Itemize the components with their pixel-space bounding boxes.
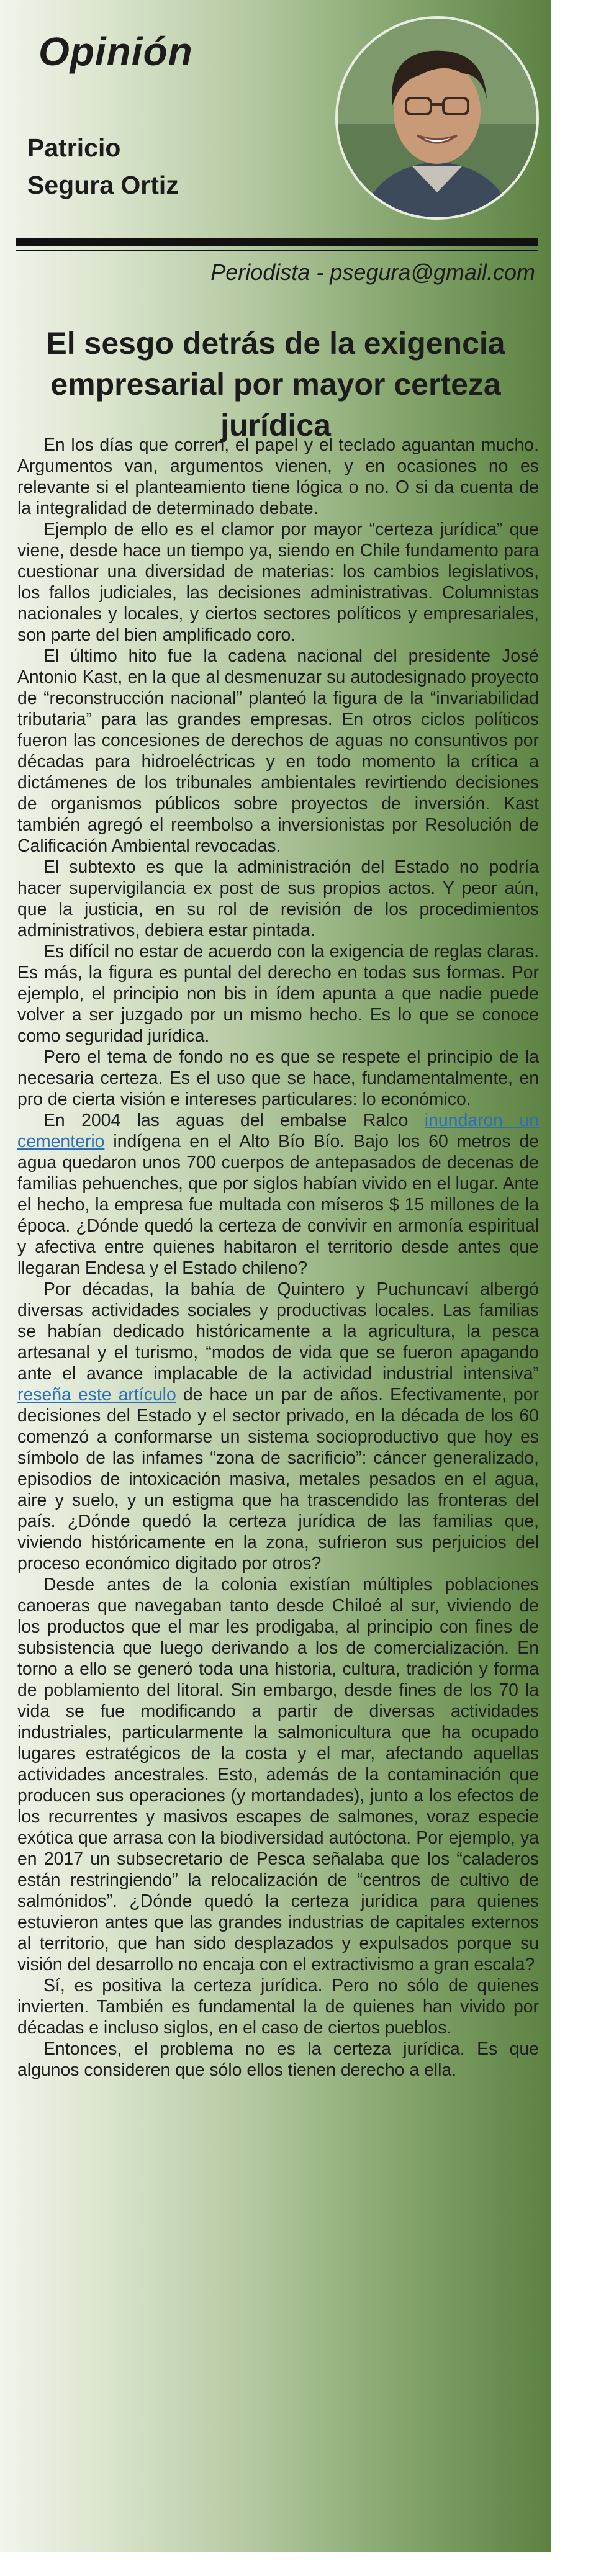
headline-line-2: empresarial por mayor certeza jurídica [50,367,501,443]
author-photo [335,16,539,220]
author-portrait-image [338,19,536,217]
header-divider-thin [16,250,538,251]
paragraph-6: Pero el tema de fondo no es que se respete el principio de la necesaria certeza. Es el uso que se hace, fundamentalmente, en pro de cierta visión e intereses particulares: lo económico. [17,1047,539,1109]
paragraph-7 [17,1110,539,1279]
headline-line-1: El sesgo detrás de la exigencia [46,326,505,361]
header-divider-thick [16,238,538,246]
author-last-name: Segura Ortiz [27,171,179,199]
paragraph-9: Desde antes de la colonia existían múltiples poblaciones canoeras que navegaban tanto desde Chiloé al sur, viviendo de los productos que el mar les prodigaba, al principio con fines de subsistencia que luego derivando a los de comercialización. En torno a ello se generó toda una historia, cultura, tradición y forma de poblamiento del litoral. Sin embargo, desde fines de los 70 la vida se fue modificando a partir de diversas actividades industriales, particularmente la salmonicultura que ha ocupado lugares estratégicos de la costa y el mar, afectando aquellas actividades ancestrales. Esto, además de la contaminación que producen sus operaciones (y mortandades), junto a los efectos de los recurrentes y masivos escapes de salmones, voraz especie exótica que arrasa con la biodiversidad autóctona. Por ejemplo, ya en 2017 un subsecretario de Pesca señalaba que los “caladeros están restringiendo” la relocalización de “centros de cultivo de salmónidos”. ¿Dónde quedó la certeza jurídica para quienes estuvieron antes que las grandes industrias de capitales externos al territorio, que han sido desplazados y expulsados porque su visión del desarrollo no encaja con el extractivismo a gran escala? [17,1575,539,1975]
paragraph-10: Sí, es positiva la certeza jurídica. Pero no sólo de quienes invierten. También es fundamental la de quienes han vivido por décadas e incluso siglos, en el caso de ciertos pueblos. [17,1976,539,2038]
paragraph-8-text-start: Por décadas, la bahía de Quintero y Puchuncaví albergó diversas actividades sociales y productivas locales. Las familias se habían dedicado históricamente a la agricultura, la pesca artesanal y el turismo, “modos de vida que se fueron apagando ante el avance implacable de la actividad industrial intensiva” [17,1279,539,1384]
paragraph-7-text-end: indígena en el Alto Bío Bío. Bajo los 60 metros de agua quedaron unos 700 cuerpos de antepasados de decenas de familias pehuenches, que por siglos habían vivido en el lugar. Ante el hecho, la empresa fue multada con míseros $ 15 millones de la época. ¿Dónde quedó la certeza de convivir en armonía espiritual y afectiva entre quienes habitaron el territorio desde antes que llegaran Endesa y el Estado chileno? [17,1132,539,1278]
paragraph-3: El último hito fue la cadena nacional del presidente José Antonio Kast, en la que al desmenuzar su autodesignado proyecto de “reconstrucción nacional” planteó la figura de la “invariabilidad tributaria” para las grandes empresas. En otros ciclos políticos fueron las concesiones de derechos de aguas no consuntivos por décadas para hidroeléctricas y en todo momento la crítica a dictámenes de los tribunales ambientales revirtiendo decisiones de organismos públicos sobre proyectos de inversión. Kast también agregó el reembolso a inversionistas por Resolución de Calificación Ambiental revocadas. [17,646,539,856]
paragraph-8-text-end: de hace un par de años. Efectivamente, por decisiones del Estado y el sector privado, en la década de los 60 comenzó a conformarse un sistema socioproductivo que hoy es símbolo de las infames “zona de sacrificio”: cáncer generalizado, episodios de intoxicación masiva, metales pesados en el agua, aire y suelo, y un estigma que ha trascendido las fronteras del país. ¿Dónde quedó la certeza jurídica de las familias que, viviendo históricamente en la zona, sufrieron sus perjuicios del proceso económico digitado por otros? [17,1385,539,1574]
paragraph-11: Entonces, el problema no es la certeza jurídica. Es que algunos consideren que sólo ellos tienen derecho a ella. [17,2039,539,2080]
paragraph-1: En los días que corren, el papel y el teclado aguantan mucho. Argumentos van, argumentos vienen, y en ocasiones no es relevante si el planteamiento tiene lógica o no. O si da cuenta de la integralidad de determinado debate. [17,435,539,518]
author-first-name: Patricio [27,133,121,162]
article-review-link[interactable]: reseña este artículo [17,1385,176,1405]
article-body [17,435,539,2081]
column-header [0,0,551,298]
author-byline: Periodista - psegura@gmail.com [210,259,535,285]
paragraph-2: Ejemplo de ello es el clamor por mayor “certeza jurídica” que viene, desde hace un tiempo ya, siendo en Chile fundamento para cuestionar una diversidad de materias: los cambios legislativos, los fallos judiciales, las decisiones administrativas. Columnistas nacionales y locales, y ciertos sectores políticos y empresariales, son parte del bien amplificado coro. [17,520,539,645]
section-title: Opinión [38,29,193,74]
author-name [27,129,179,204]
paragraph-4: El subtexto es que la administración del Estado no podría hacer supervigilancia ex post de sus propios actos. Y peor aún, que la justicia, en su rol de revisión de los procedimientos administrativos, debiera estar pintada. [17,857,539,940]
paragraph-7-text-start: En 2004 las aguas del embalse Ralco [43,1110,425,1130]
paragraph-5: Es difícil no estar de acuerdo con la exigencia de reglas claras. Es más, la figura es puntal del derecho en todas sus formas. Por ejemplo, el principio non bis in ídem apunta a que nadie puede volver a ser juzgado por un mismo hecho. Es lo que se conoce como seguridad jurídica. [17,942,539,1046]
article-headline [0,323,551,446]
paragraph-8 [17,1279,539,1574]
cemetery-link[interactable]: inundaron un cementerio [17,1110,539,1151]
